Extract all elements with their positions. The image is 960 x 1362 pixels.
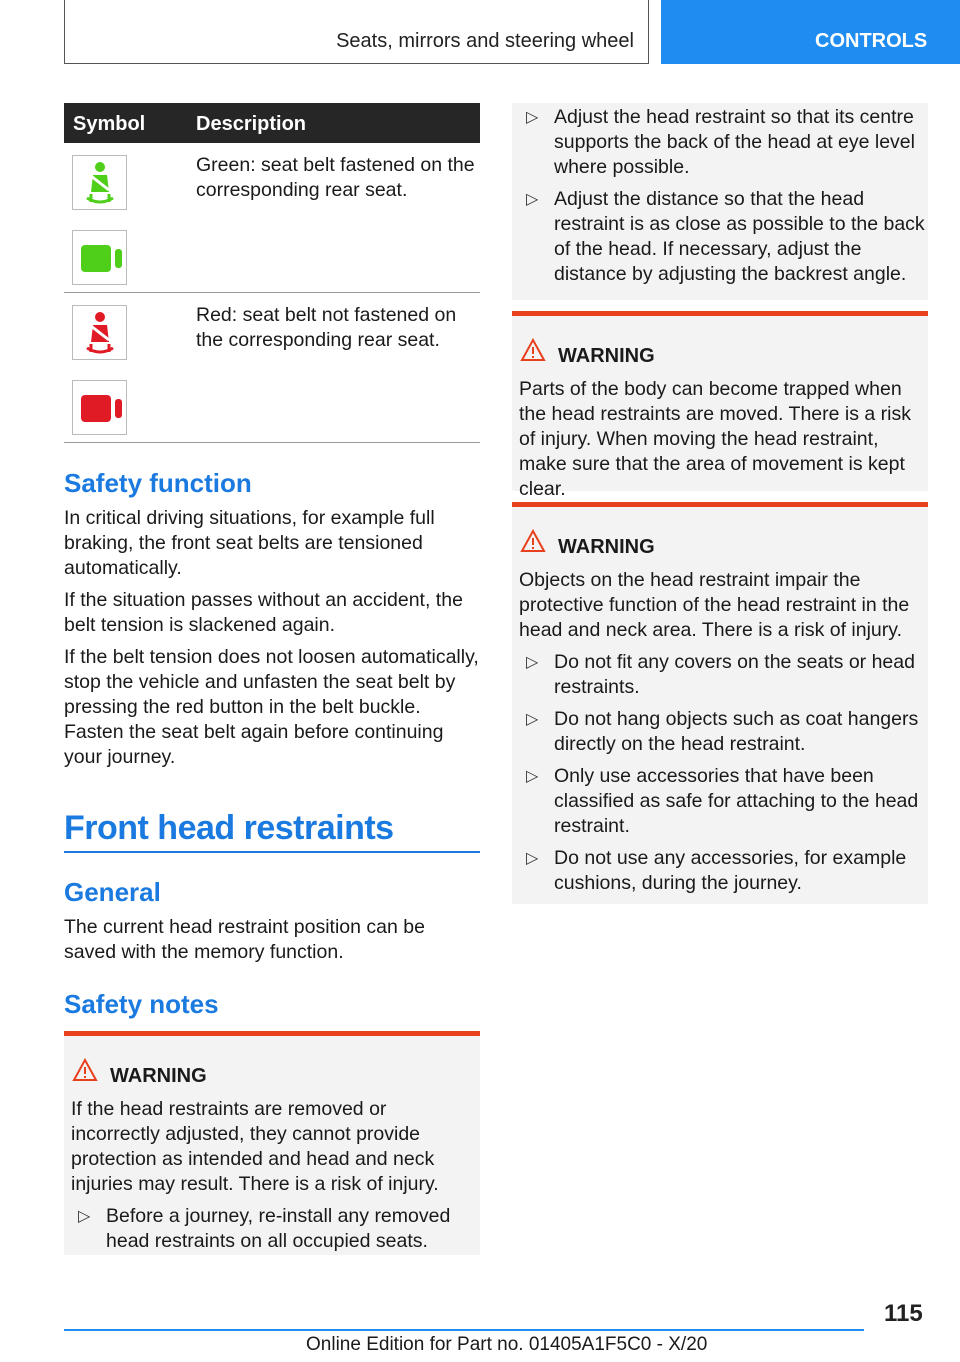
warning-text: If the head restraints are removed or incorrectly adjusted, they cannot provide protection as intended and head and neck injuries may result. There is a risk of injury. [71,1098,439,1195]
adjust-instructions-box [512,103,928,300]
list-item: ▷ Only use accessories that have been classified as safe for attaching to the head restraint. [526,765,919,837]
row-description: Green: seat belt fastened on the corresponding rear seat. [196,154,475,201]
warning-label: WARNING [110,1065,207,1087]
header-chapter-tab [661,0,960,64]
heading-rule [64,851,480,853]
warning-box-left [64,1031,480,1255]
row-description: Red: seat belt not fastened on the corresponding rear seat. [196,304,457,351]
list-item: ▷ Adjust the distance so that the head restraint is as close as possible to the back of the head. If necessary, adjust the distance by adjusting the backrest angle. [526,188,925,285]
seatbelt-green-icon [72,155,127,210]
bullet-triangle-icon: ▷ [526,768,539,785]
bullet-triangle-icon: ▷ [526,191,539,208]
warning-bullets [512,650,928,903]
warning-text: Objects on the head restraint impair the protective function of the head restraint in the head and neck area. There is a risk of injury. [519,569,910,641]
bullet-triangle-icon: ▷ [78,1208,91,1225]
warning-triangle-icon [520,338,546,362]
warning-triangle-icon [520,529,546,553]
bullet-triangle-icon: ▷ [526,711,539,728]
footer-rule [64,1329,864,1331]
table-row [64,143,480,293]
list-item: ▷ Before a journey, re-install any removed head restraints on all occupied seats. [78,1205,451,1252]
warning-text: Parts of the body can become trapped when the head restraints are moved. There is a risk of injury. When moving the head restraint, make sure that the area of movement is kept clear. [519,378,911,500]
header-section-title: Seats, mirrors and steering wheel [336,30,634,52]
rear-seat-red-icon [72,380,127,435]
list-item: ▷ Adjust the head restraint so that its centre supports the back of the head at eye level where possible. [526,106,915,178]
safety-function-heading: Safety function [64,468,252,498]
seatbelt-red-icon [72,305,127,360]
col-symbol: Symbol [73,113,146,135]
front-head-restraints-heading: Front head restraints [64,809,394,847]
general-text: The current head restraint position can be saved with the memory function. [64,916,425,963]
safety-function-p3: If the belt tension does not loosen automatically, stop the vehicle and unfasten the seat belt by pressing the red button in the belt buckle. Fasten the seat belt again before continuing your journey. [64,646,479,768]
symbol-table [64,103,480,443]
footer-edition: Online Edition for Part no. 01405A1F5C0 - X/20 [306,1334,708,1355]
table-row [64,293,480,443]
warning-box-right-2 [512,502,928,904]
general-heading: General [64,877,161,907]
col-description: Description [196,113,307,135]
list-item: ▷ Do not hang objects such as coat hangers directly on the head restraint. [526,708,919,755]
page-number: 115 [884,1300,923,1327]
rear-seat-green-icon [72,230,127,285]
table-header [64,103,480,143]
header-chapter-title: CONTROLS [815,30,928,52]
warning-box-right-1 [512,311,928,500]
safety-function-p2: If the situation passes without an accident, the belt tension is slackened again. [64,589,463,636]
bullet-triangle-icon: ▷ [526,654,539,671]
list-item: ▷ Do not fit any covers on the seats or head restraints. [526,651,915,698]
safety-notes-heading: Safety notes [64,989,219,1019]
header-section-tab [64,0,649,64]
warning-label: WARNING [558,536,655,558]
warning-bullets [64,1204,480,1261]
adjust-bullets [512,105,928,294]
bullet-triangle-icon: ▷ [526,850,539,867]
bullet-triangle-icon: ▷ [526,109,539,126]
safety-function-p1: In critical driving situations, for example full braking, the front seat belts are tensioned automatically. [64,507,435,579]
warning-triangle-icon [72,1058,98,1082]
warning-label: WARNING [558,345,655,367]
list-item: ▷ Do not use any accessories, for example cushions, during the journey. [526,847,907,894]
